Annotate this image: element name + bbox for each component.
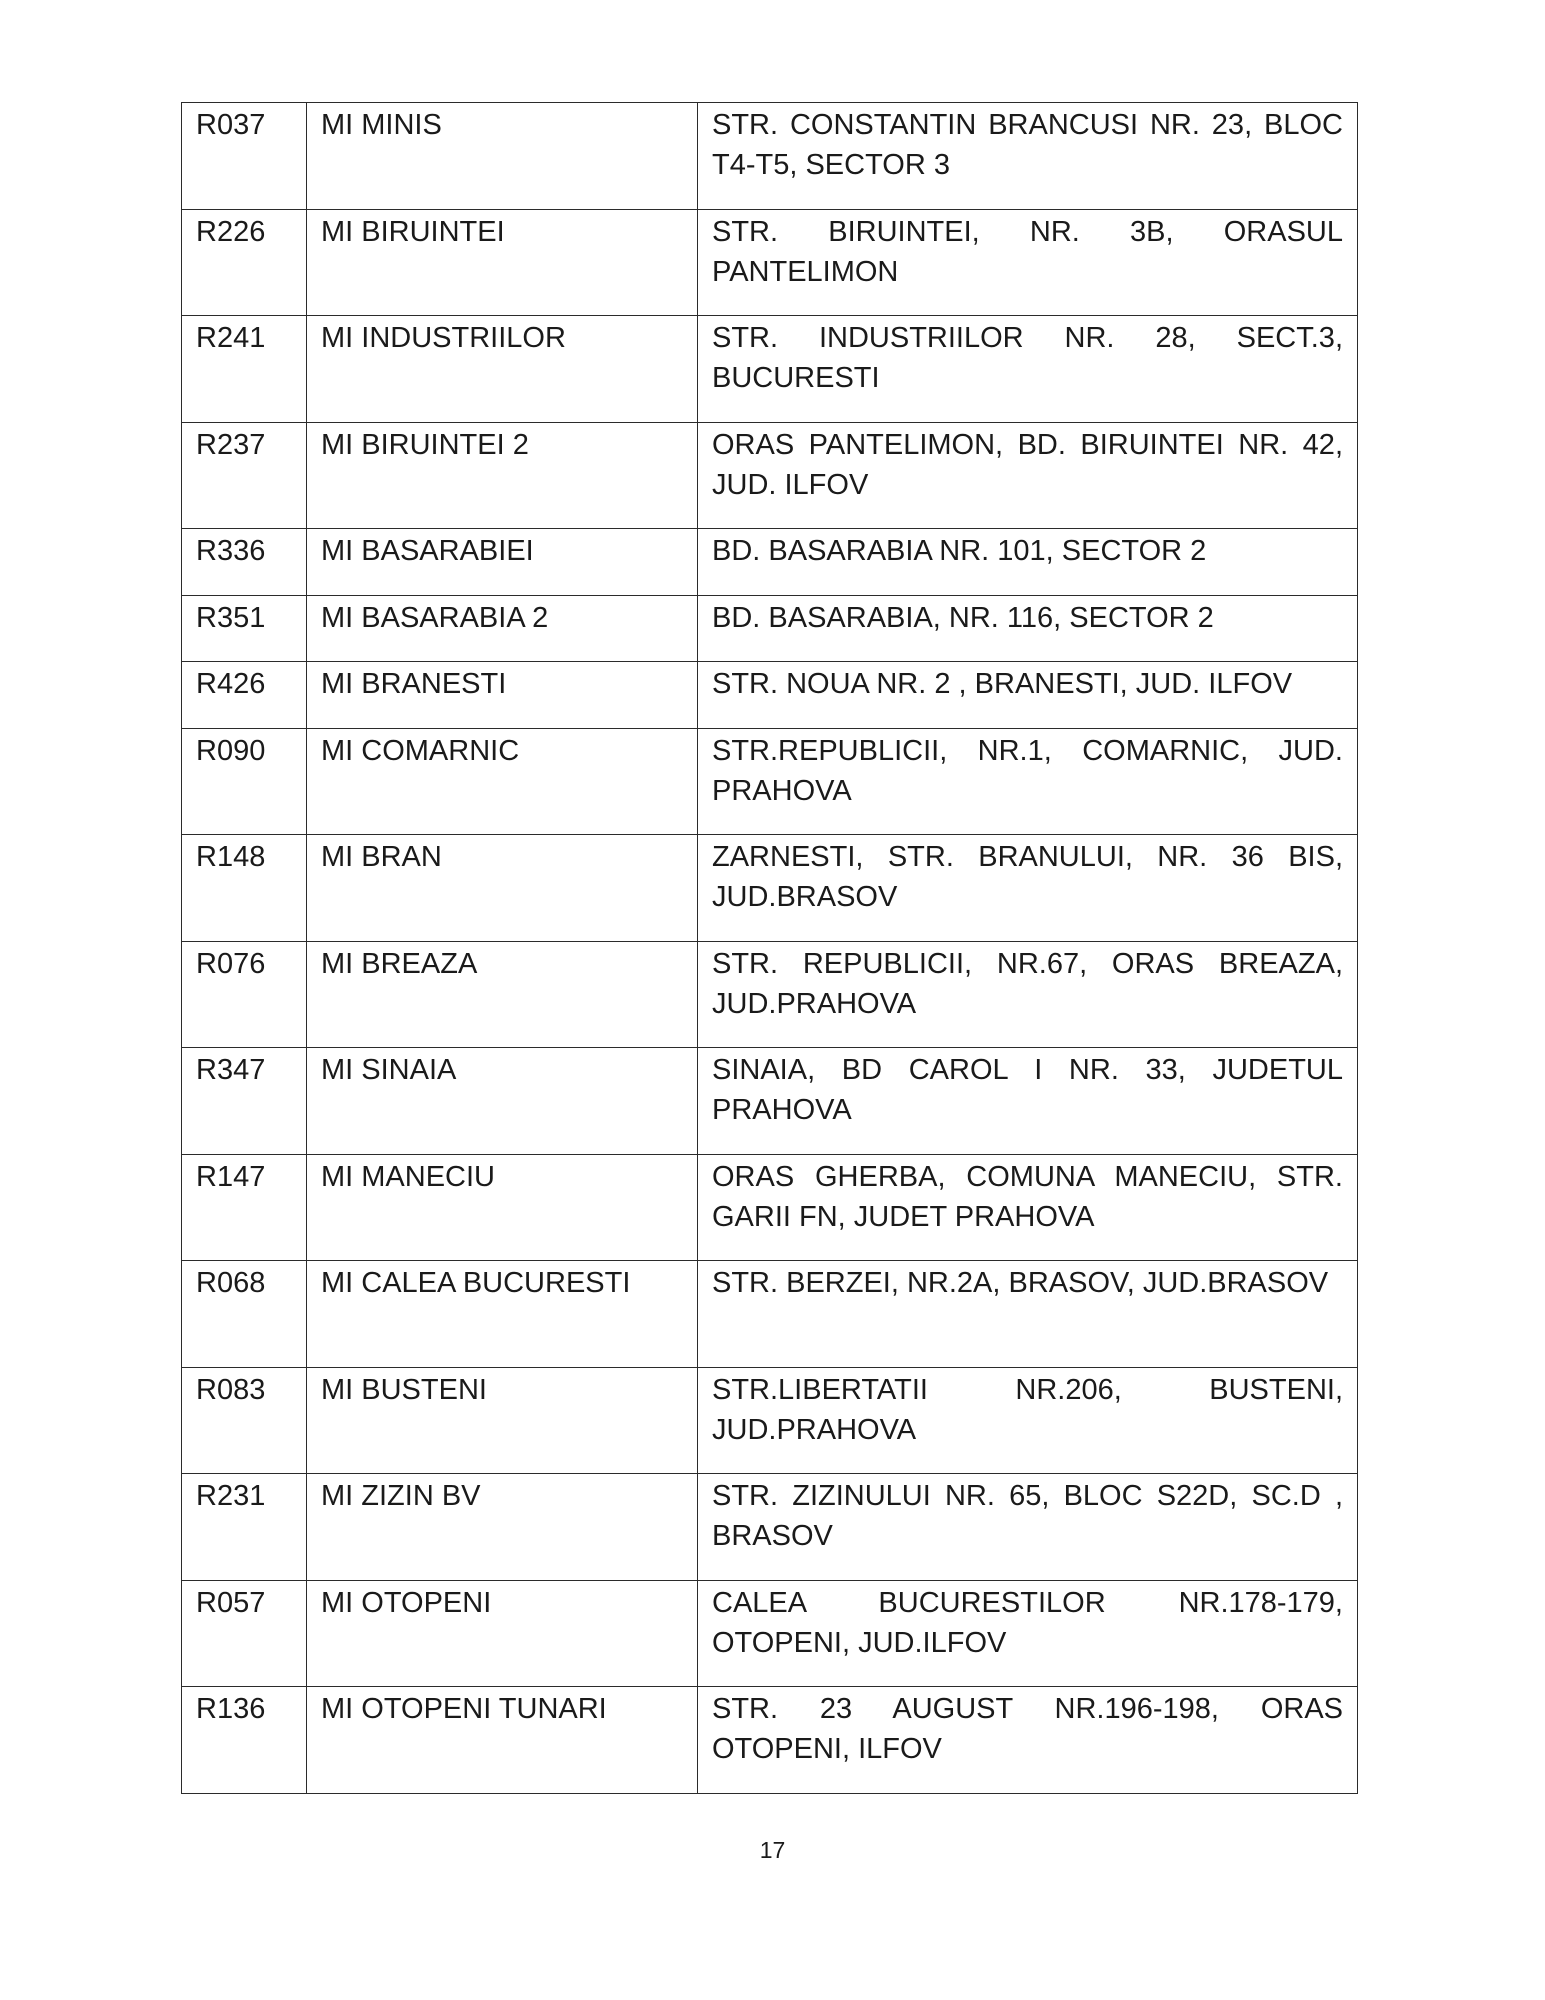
store-name-cell: MI BRANESTI	[307, 662, 698, 729]
store-code-cell: R076	[182, 941, 307, 1048]
table-row	[182, 941, 1358, 1048]
store-code-cell: R226	[182, 209, 307, 316]
store-code-cell: R147	[182, 1154, 307, 1261]
store-address-cell: ORAS PANTELIMON, BD. BIRUINTEI NR. 42, JUD. ILFOV	[698, 422, 1358, 529]
store-code-cell: R336	[182, 529, 307, 596]
store-name-cell: MI MINIS	[307, 103, 698, 210]
table-row	[182, 1261, 1358, 1368]
store-name-cell: MI BIRUINTEI	[307, 209, 698, 316]
table-row	[182, 1474, 1358, 1581]
page-number: 17	[759, 1837, 786, 1863]
store-address-cell: STR.REPUBLICII, NR.1, COMARNIC, JUD. PRAHOVA	[698, 728, 1358, 835]
store-name-cell: MI BUSTENI	[307, 1367, 698, 1474]
store-address-cell: ZARNESTI, STR. BRANULUI, NR. 36 BIS, JUD.BRASOV	[698, 835, 1358, 942]
store-code-cell: R241	[182, 316, 307, 423]
store-name-cell: MI OTOPENI TUNARI	[307, 1687, 698, 1794]
store-code-cell: R057	[182, 1580, 307, 1687]
table-row	[182, 103, 1358, 210]
table-row	[182, 1580, 1358, 1687]
table-row	[182, 1048, 1358, 1155]
store-name-cell: MI OTOPENI	[307, 1580, 698, 1687]
table-row	[182, 209, 1358, 316]
store-address-cell: STR. NOUA NR. 2 , BRANESTI, JUD. ILFOV	[698, 662, 1358, 729]
store-code-cell: R037	[182, 103, 307, 210]
store-address-cell: STR. ZIZINULUI NR. 65, BLOC S22D, SC.D , BRASOV	[698, 1474, 1358, 1581]
store-address-cell: ORAS GHERBA, COMUNA MANECIU, STR. GARII FN, JUDET PRAHOVA	[698, 1154, 1358, 1261]
store-name-cell: MI BREAZA	[307, 941, 698, 1048]
store-name-cell: MI MANECIU	[307, 1154, 698, 1261]
store-name-cell: MI BIRUINTEI 2	[307, 422, 698, 529]
store-address-cell: STR. BERZEI, NR.2A, BRASOV, JUD.BRASOV	[698, 1261, 1358, 1368]
store-code-cell: R068	[182, 1261, 307, 1368]
store-address-cell: STR. INDUSTRIILOR NR. 28, SECT.3, BUCURESTI	[698, 316, 1358, 423]
store-code-cell: R351	[182, 595, 307, 662]
store-address-cell: SINAIA, BD CAROL I NR. 33, JUDETUL PRAHOVA	[698, 1048, 1358, 1155]
store-code-cell: R083	[182, 1367, 307, 1474]
store-address-cell: STR. REPUBLICII, NR.67, ORAS BREAZA, JUD.PRAHOVA	[698, 941, 1358, 1048]
store-name-cell: MI BASARABIEI	[307, 529, 698, 596]
store-name-cell: MI CALEA BUCURESTI	[307, 1261, 698, 1368]
store-table	[181, 102, 1358, 1794]
store-address-cell: STR. 23 AUGUST NR.196-198, ORAS OTOPENI, ILFOV	[698, 1687, 1358, 1794]
store-address-cell: BD. BASARABIA NR. 101, SECTOR 2	[698, 529, 1358, 596]
table-row	[182, 662, 1358, 729]
table-row	[182, 1367, 1358, 1474]
table-row	[182, 529, 1358, 596]
table-row	[182, 316, 1358, 423]
store-code-cell: R237	[182, 422, 307, 529]
store-address-cell: BD. BASARABIA, NR. 116, SECTOR 2	[698, 595, 1358, 662]
store-address-cell: STR.LIBERTATII NR.206, BUSTENI, JUD.PRAHOVA	[698, 1367, 1358, 1474]
table-row	[182, 595, 1358, 662]
store-address-cell: STR. CONSTANTIN BRANCUSI NR. 23, BLOC T4-T5, SECTOR 3	[698, 103, 1358, 210]
store-code-cell: R090	[182, 728, 307, 835]
table-row	[182, 422, 1358, 529]
store-address-cell: CALEA BUCURESTILOR NR.178-179, OTOPENI, JUD.ILFOV	[698, 1580, 1358, 1687]
table-row	[182, 835, 1358, 942]
store-code-cell: R347	[182, 1048, 307, 1155]
store-name-cell: MI INDUSTRIILOR	[307, 316, 698, 423]
store-code-cell: R426	[182, 662, 307, 729]
store-address-cell: STR. BIRUINTEI, NR. 3B, ORASUL PANTELIMON	[698, 209, 1358, 316]
store-name-cell: MI COMARNIC	[307, 728, 698, 835]
store-name-cell: MI SINAIA	[307, 1048, 698, 1155]
table-row	[182, 1687, 1358, 1794]
store-name-cell: MI ZIZIN BV	[307, 1474, 698, 1581]
table-row	[182, 1154, 1358, 1261]
store-table-body	[182, 103, 1358, 1794]
store-code-cell: R148	[182, 835, 307, 942]
store-name-cell: MI BRAN	[307, 835, 698, 942]
store-name-cell: MI BASARABIA 2	[307, 595, 698, 662]
store-code-cell: R231	[182, 1474, 307, 1581]
store-code-cell: R136	[182, 1687, 307, 1794]
table-row	[182, 728, 1358, 835]
